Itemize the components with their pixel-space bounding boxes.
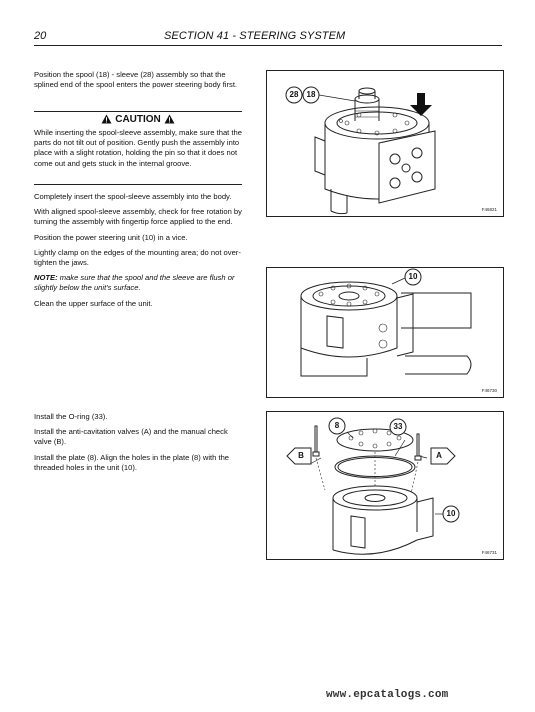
figure-plate-installation	[266, 411, 504, 560]
footer-url: www.epcatalogs.com	[326, 689, 449, 701]
steering-unit-in-vice-drawing	[267, 268, 503, 397]
step-position-spool: Position the spool (18) - sleeve (28) assembly so that the splined end of the spool enters the power steering body first.	[34, 70, 238, 90]
callout-B: B	[298, 451, 304, 460]
figure-spool-insertion	[266, 70, 504, 217]
figure-code: F46730	[481, 388, 497, 393]
callout-33: 33	[393, 422, 403, 431]
step-clamp: Lightly clamp on the edges of the mounting area; do not over-tighten the jaws.	[34, 247, 241, 268]
step-position-unit: Position the power steering unit (10) in a vice.	[34, 232, 188, 242]
figure-code: F46731	[481, 550, 497, 555]
step-clean-surface: Clean the upper surface of the unit.	[34, 298, 153, 308]
caution-heading	[34, 114, 242, 125]
page-header	[34, 30, 502, 44]
note-text: make sure that the spool and the sleeve are flush or slightly below the unit's surface.	[34, 273, 235, 293]
warning-triangle-icon	[101, 114, 112, 124]
warning-triangle-icon	[164, 114, 175, 124]
caution-text: While inserting the spool-sleeve assembly, make sure that the parts do not tilt out of position. Gently push the assembly into place with a slight rotation, holding the pin so that it does not come out and gets stuck in the internal groove.	[34, 128, 242, 168]
instruction-text-1	[34, 70, 244, 95]
step-insert-assembly: Completely insert the spool-sleeve assembly into the body.	[34, 192, 232, 201]
note-label: NOTE:	[34, 273, 58, 283]
instruction-text-2	[34, 192, 244, 314]
callout-10: 10	[446, 509, 456, 518]
step-install-plate: Install the plate (8). Align the holes in the plate (8) with the threaded holes in the unit (10).	[34, 452, 230, 472]
callout-A: A	[436, 451, 442, 460]
step-install-valves: Install the anti-cavitation valves (A) and the manual check valve (B).	[34, 427, 228, 447]
callout-28: 28	[289, 90, 299, 99]
plate-oring-valves-drawing	[267, 412, 503, 559]
header-rule	[34, 45, 502, 46]
caution-bottom-rule	[34, 184, 242, 185]
callout-18: 18	[306, 90, 316, 99]
note-paragraph	[34, 273, 244, 293]
caution-body	[34, 128, 244, 174]
section-title: SECTION 41 - STEERING SYSTEM	[164, 30, 346, 42]
figure-vice-mounting	[266, 267, 504, 398]
callout-10: 10	[408, 272, 418, 281]
instruction-text-3	[34, 412, 244, 478]
callout-8: 8	[334, 421, 340, 430]
caution-label: CAUTION	[115, 114, 161, 125]
page-number: 20	[34, 30, 47, 42]
step-install-oring: Install the O-ring (33).	[34, 412, 108, 421]
figure-code: F46821	[481, 207, 497, 212]
caution-top-rule	[34, 111, 242, 112]
step-check-rotation: With aligned spool-sleeve assembly, check for free rotation by turning the assembly with fingertip force applied to the end.	[34, 207, 242, 227]
